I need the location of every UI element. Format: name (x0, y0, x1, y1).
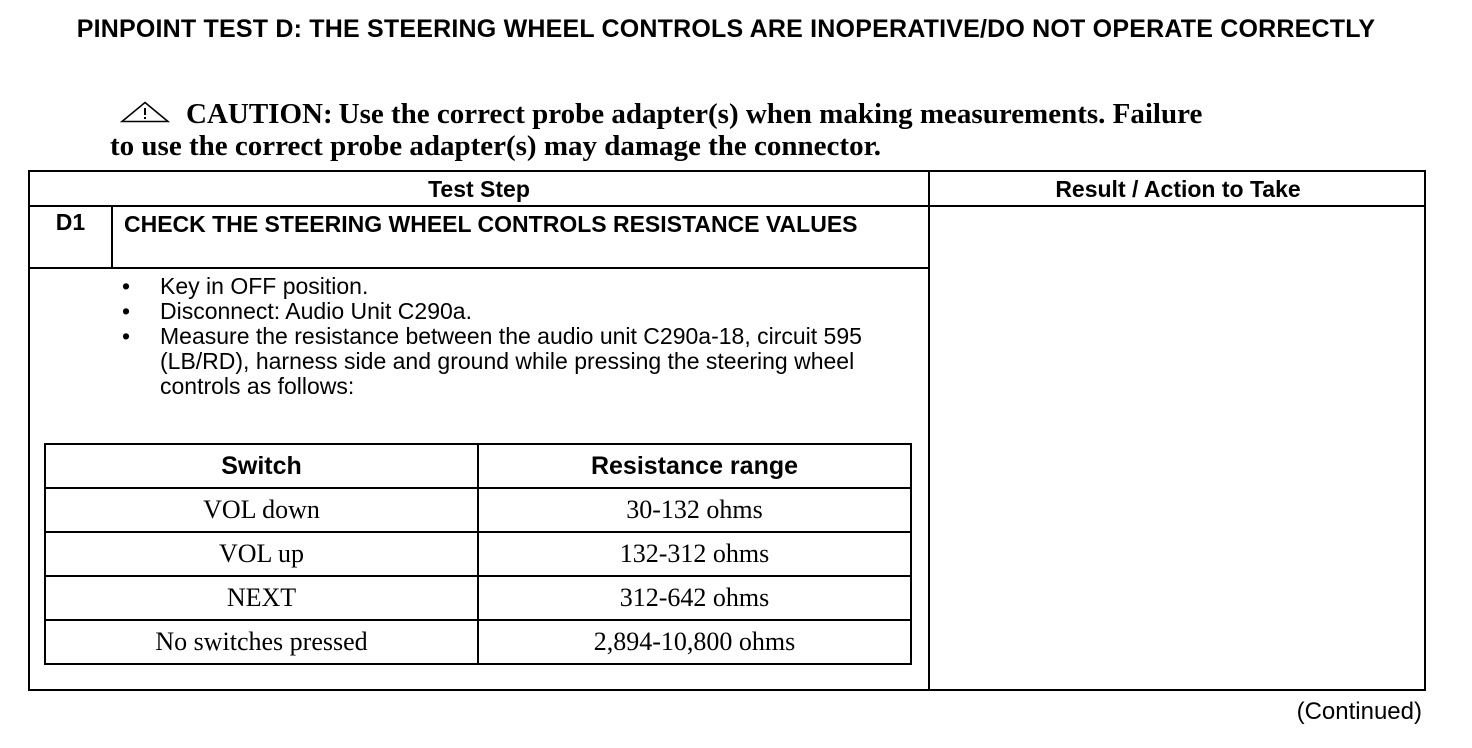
resistance-table (44, 443, 912, 665)
bullet-icon: • (122, 298, 131, 324)
continued-label: (Continued) (1296, 698, 1422, 725)
warning-triangle-icon (120, 98, 170, 130)
test-step-header: Test Step (428, 176, 530, 202)
caution-text-line-1: Use the correct probe adapter(s) when making measurements. Failure (338, 98, 1203, 130)
step-id-divider (111, 206, 113, 268)
step-title: CHECK THE STEERING WHEEL CONTROLS RESISTANCE VALUES (124, 211, 858, 237)
step-instructions (122, 274, 912, 399)
list-item: • Key in OFF position. (122, 273, 369, 299)
result-action-header: Result / Action to Take (1055, 176, 1301, 202)
header-divider (30, 205, 1424, 207)
table-row (45, 488, 911, 532)
resistance-cell: 2,894-10,800 ohms (478, 620, 911, 664)
bullet-icon: • (122, 323, 131, 349)
test-step-table (28, 170, 1426, 691)
caution-text-line-2: to use the correct probe adapter(s) may damage the connector. (110, 130, 882, 162)
table-header-row (45, 444, 911, 488)
table-row (45, 532, 911, 576)
switch-cell: VOL up (45, 532, 478, 576)
caution-label: CAUTION: (186, 98, 333, 130)
resistance-cell: 30-132 ohms (478, 488, 911, 532)
table-row (45, 576, 911, 620)
switch-cell: VOL down (45, 488, 478, 532)
column-divider (928, 172, 930, 689)
switch-cell: No switches pressed (45, 620, 478, 664)
resistance-column-header: Resistance range (478, 444, 911, 488)
bullet-icon: • (122, 273, 131, 299)
resistance-cell: 312-642 ohms (478, 576, 911, 620)
page-title: PINPOINT TEST D: THE STEERING WHEEL CONTROLS ARE INOPERATIVE/DO NOT OPERATE CORRECTLY (76, 15, 1376, 43)
resistance-cell: 132-312 ohms (478, 532, 911, 576)
caution-notice (110, 98, 1330, 162)
step-title-divider (30, 267, 929, 269)
step-id: D1 (55, 209, 86, 235)
list-item: • Measure the resistance between the audio unit C290a-18, circuit 595 (LB/RD), harness side and ground while pressing the steering wheel controls as follows: (122, 323, 862, 399)
table-row (45, 620, 911, 664)
list-item: • Disconnect: Audio Unit C290a. (122, 298, 472, 324)
switch-cell: NEXT (45, 576, 478, 620)
switch-column-header: Switch (45, 444, 478, 488)
caution-first-line (110, 98, 1330, 130)
